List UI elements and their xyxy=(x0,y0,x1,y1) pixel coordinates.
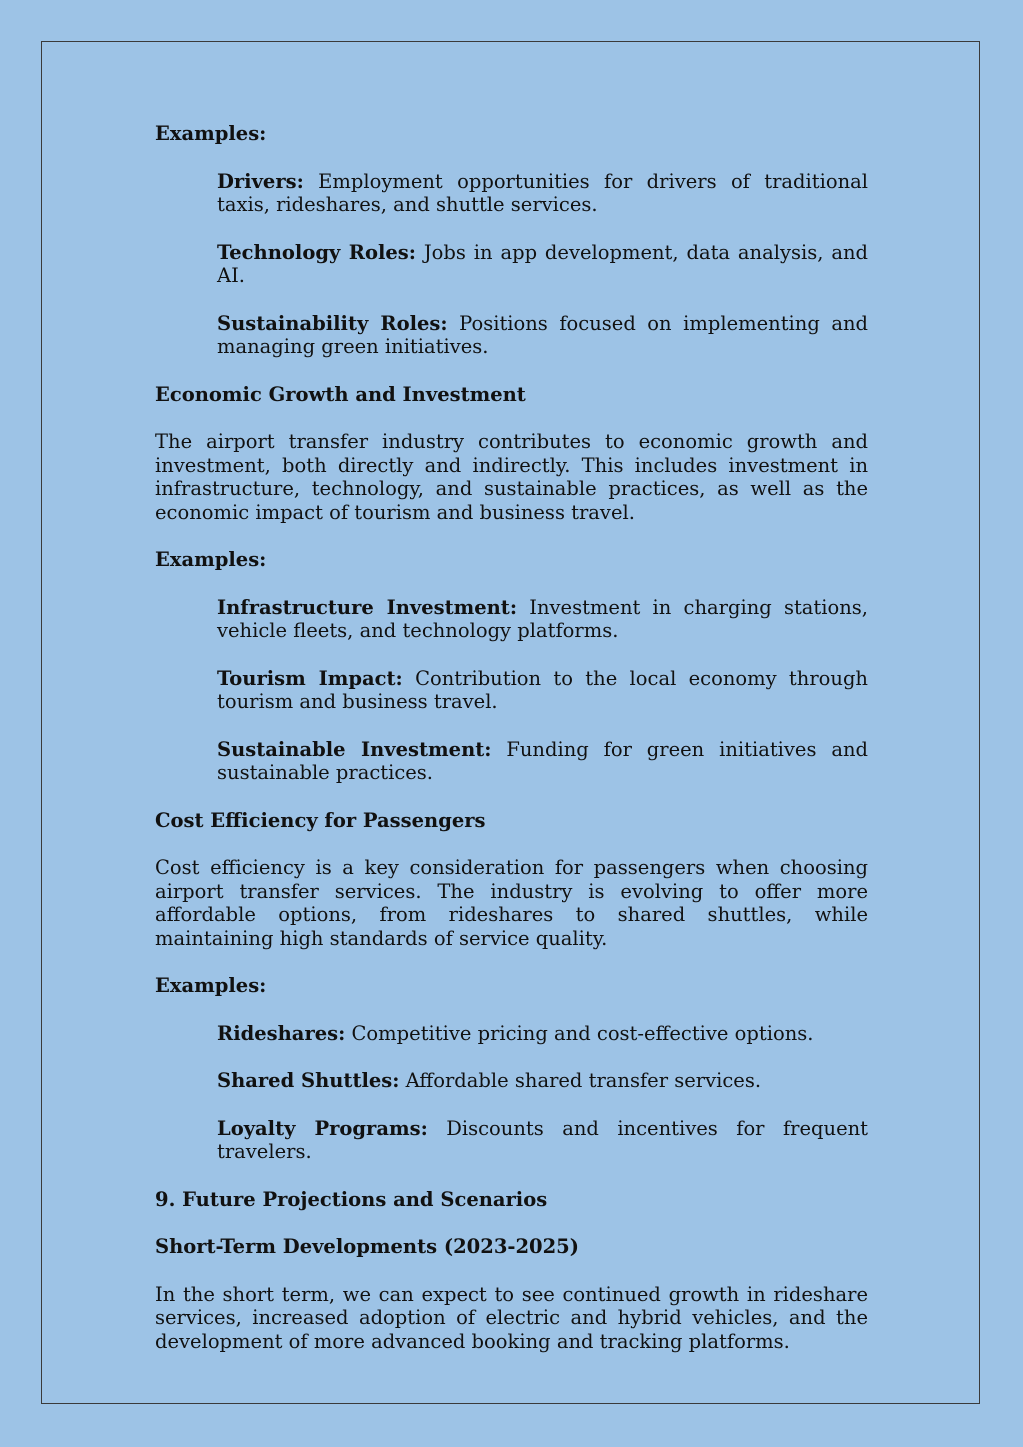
list-item xyxy=(217,738,868,785)
examples-heading: Examples: xyxy=(155,974,267,997)
section-heading: Short-Term Developments (2023-2025) xyxy=(155,1235,579,1258)
body-paragraph: The airport transfer industry contributes to economic growth and investment, both directly and indirectly. This includes investment in infrastructure, technology, and sustainable practices, as well as the economic impact of tourism and business travel. xyxy=(155,430,868,524)
item-label: Technology Roles: xyxy=(217,240,416,264)
item-label: Loyalty Programs: xyxy=(217,1116,428,1140)
item-text: Competitive pricing and cost-effective options. xyxy=(351,1021,814,1045)
list-item xyxy=(217,1069,868,1093)
chapter-heading: 9. Future Projections and Scenarios xyxy=(155,1187,548,1211)
item-text: Discounts and incentives for frequent travelers. xyxy=(217,1116,869,1163)
item-text: Affordable shared transfer services. xyxy=(405,1069,762,1092)
item-label: Tourism Impact: xyxy=(217,666,403,690)
list-item xyxy=(217,170,868,217)
list-item xyxy=(217,241,868,288)
item-text: Employment opportunities for drivers of traditional taxis, rideshares, and shuttle services. xyxy=(217,169,868,216)
examples-heading: Examples: xyxy=(155,548,267,571)
item-label: Shared Shuttles: xyxy=(217,1069,400,1092)
list-item xyxy=(217,1117,868,1164)
item-text: Positions focused on implementing and managing green initiatives. xyxy=(217,311,868,358)
item-label: Sustainable Investment: xyxy=(217,737,492,761)
list-item xyxy=(217,596,868,643)
list-item xyxy=(217,312,868,359)
list-item xyxy=(217,667,868,714)
examples-heading: Examples: xyxy=(155,122,267,145)
item-label: Infrastructure Investment: xyxy=(217,595,518,619)
section-heading: Cost Efficiency for Passengers xyxy=(155,808,486,832)
item-text: Jobs in app development, data analysis, and AI. xyxy=(217,240,868,287)
item-label: Rideshares: xyxy=(217,1021,346,1045)
section-heading: Economic Growth and Investment xyxy=(155,382,526,406)
body-paragraph: Cost efficiency is a key consideration for passengers when choosing airport transfer services. The industry is evolving to offer more affordable options, from rideshares to shared shuttles, while maintaining high standards of service quality. xyxy=(155,856,868,950)
item-label: Sustainability Roles: xyxy=(217,311,448,335)
list-item xyxy=(217,1022,868,1046)
item-text: Investment in charging stations, vehicle fleets, and technology platforms. xyxy=(217,595,868,642)
item-text: Funding for green initiatives and sustainable practices. xyxy=(217,737,868,784)
item-label: Drivers: xyxy=(217,169,304,193)
item-text: Contribution to the local economy through tourism and business travel. xyxy=(217,666,868,713)
document-body xyxy=(155,122,868,1377)
body-paragraph: In the short term, we can expect to see continued growth in rideshare services, increased adoption of electric and hybrid vehicles, and the development of more advanced booking and tracking platforms. xyxy=(155,1282,868,1353)
